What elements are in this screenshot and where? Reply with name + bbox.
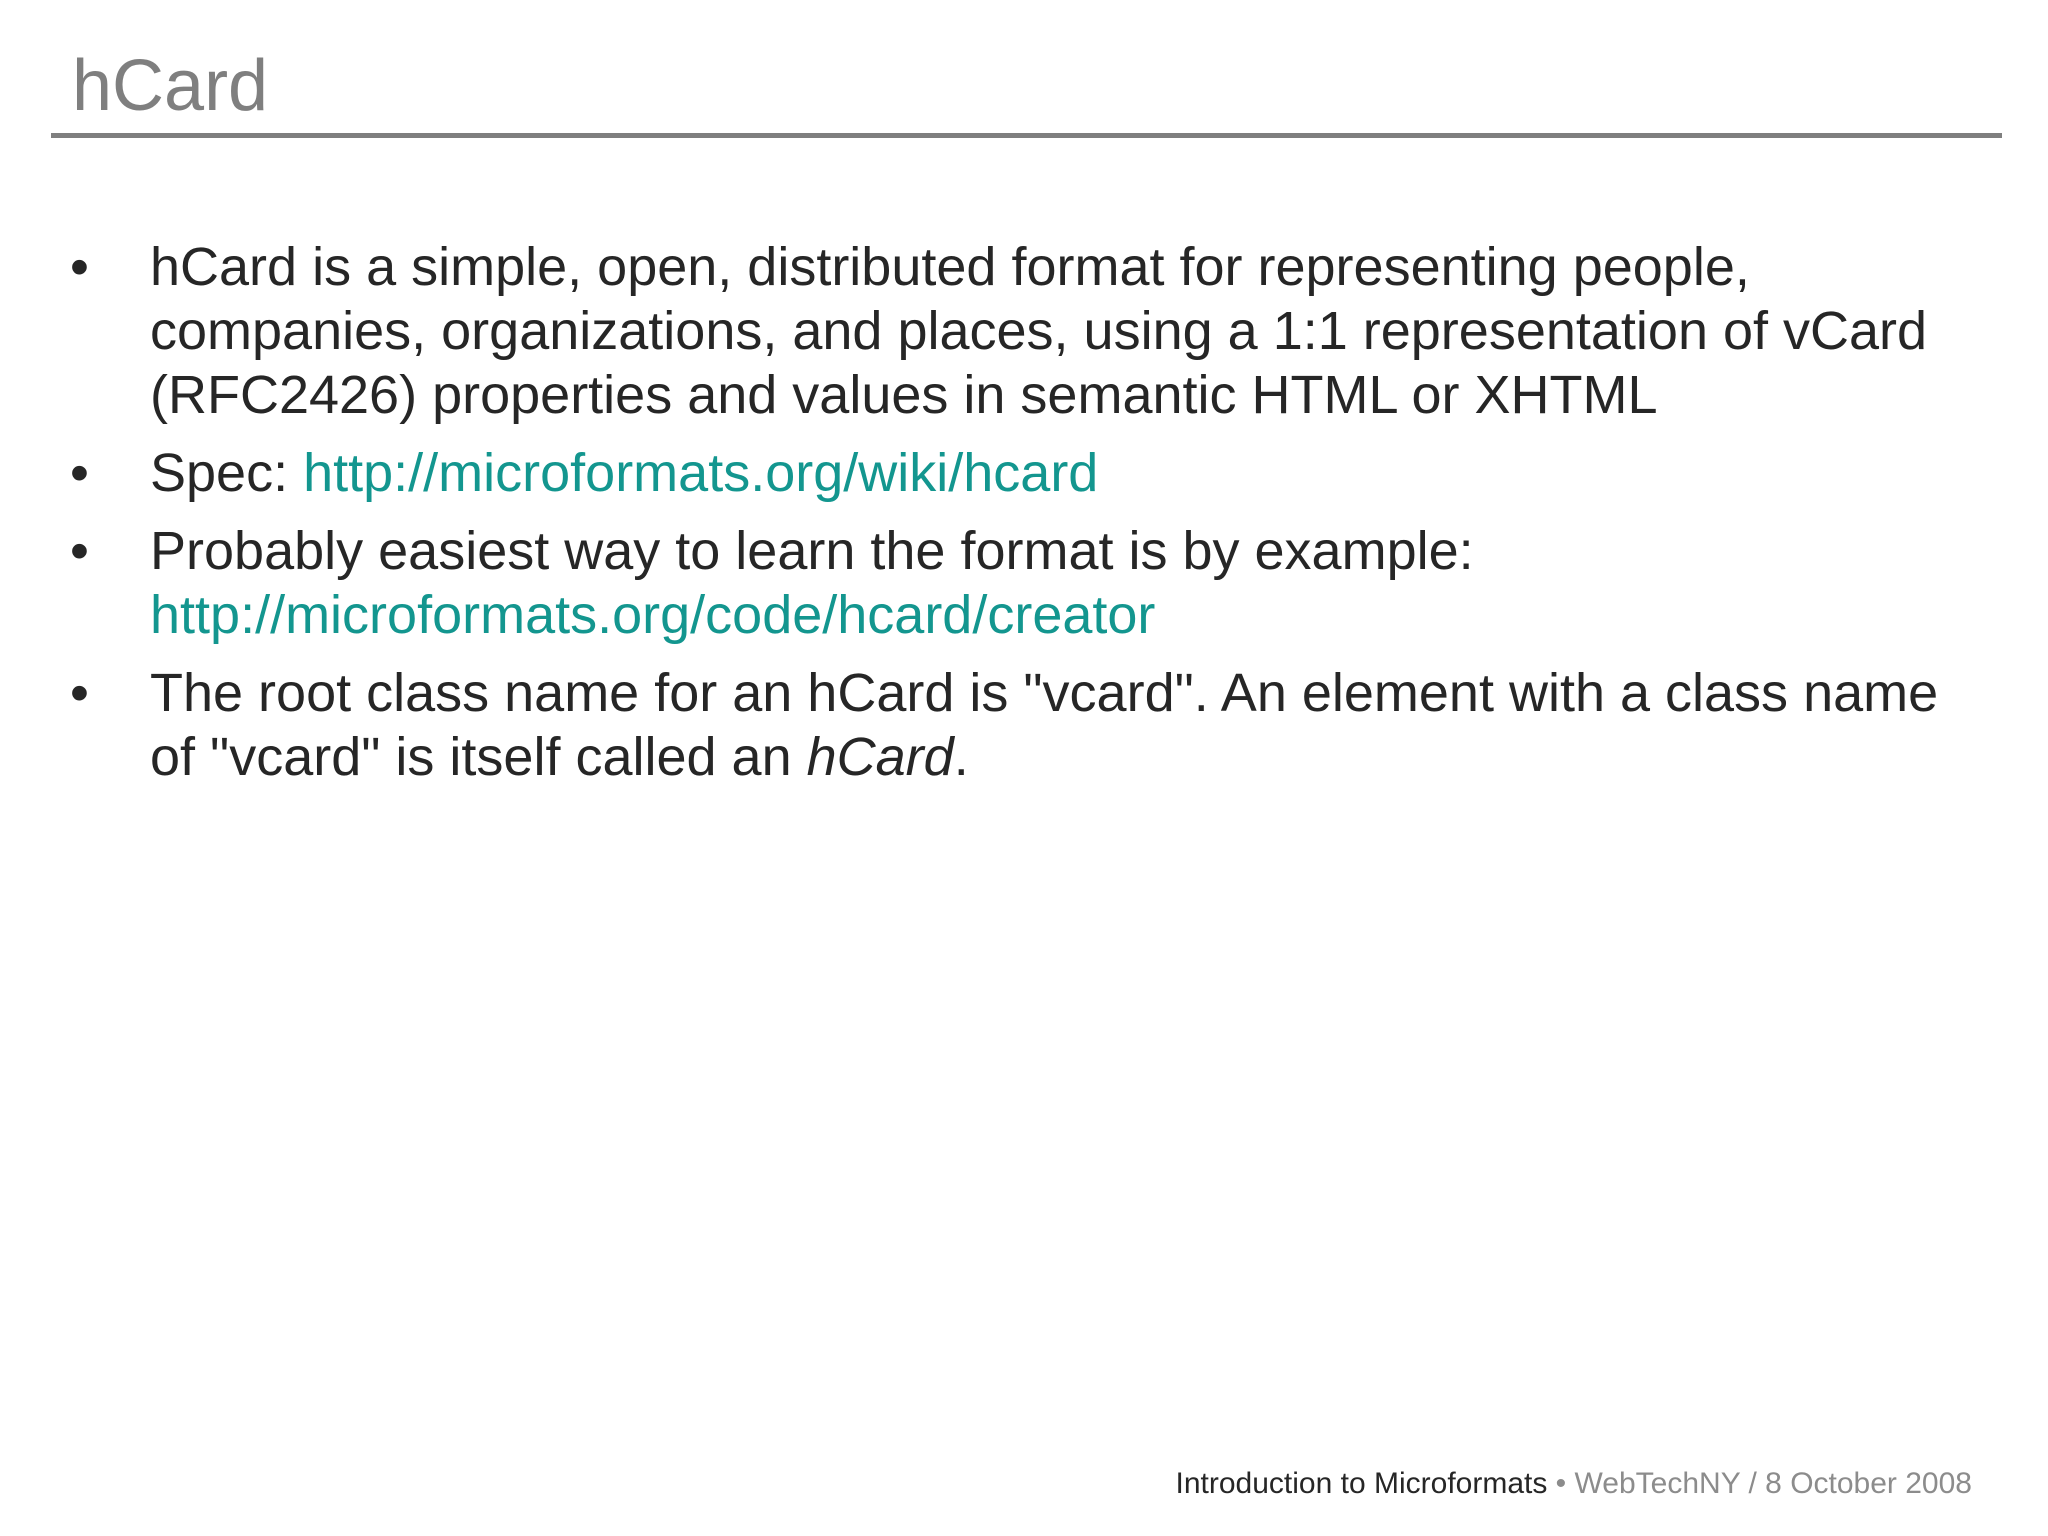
slide-title: hCard	[72, 46, 269, 126]
bullet-marker: •	[70, 663, 89, 723]
slide-footer	[1176, 1466, 1972, 1502]
footer-separator: •	[1547, 1467, 1575, 1500]
footer-event-date: WebTechNY / 8 October 2008	[1574, 1467, 1972, 1500]
bullet-text: Spec:	[150, 443, 304, 503]
bullet-item-definition	[70, 235, 1970, 427]
bullet-marker: •	[70, 443, 89, 503]
bullet-text: Probably easiest way to learn the format is by example:	[150, 521, 1474, 581]
bullet-marker: •	[70, 521, 89, 581]
bullet-item-root-class	[70, 661, 1970, 789]
bullet-text: hCard is a simple, open, distributed format for representing people, companies, organizations, and places, using a 1:1 representation of vCard (RFC2426) properties and values in semantic HTML or XHTML	[150, 237, 1928, 425]
footer-presentation-title: Introduction to Microformats	[1175, 1467, 1548, 1500]
bullet-marker: •	[70, 237, 89, 297]
bullet-emphasis: hCard	[806, 727, 954, 787]
bullet-text: The root class name for an hCard is "vcard". An element with a class name of "vcard" is itself called an	[150, 663, 1939, 787]
spec-link[interactable]: http://microformats.org/wiki/hcard	[303, 443, 1099, 503]
creator-link[interactable]: http://microformats.org/code/hcard/creator	[150, 585, 1156, 645]
bullet-list	[70, 235, 1970, 803]
bullet-item-example	[70, 519, 1970, 647]
bullet-text-end: .	[953, 727, 969, 787]
title-divider	[51, 133, 2002, 138]
bullet-item-spec	[70, 441, 1970, 505]
